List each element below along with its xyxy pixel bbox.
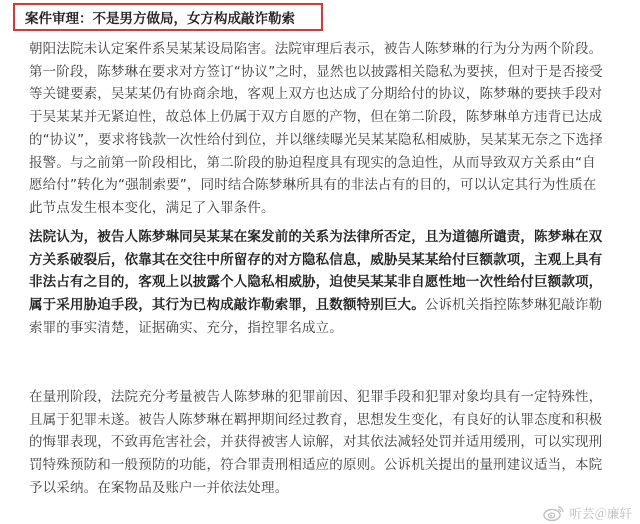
watermark-text: 听芸＠廉轩 [569,506,632,521]
paragraph-first [29,38,607,220]
paragraph-second-bold-text: 法院认为，被告人陈梦琳同吴某某在案发前的关系为法律所否定，且为道德所谴责，陈梦琳在双方关系破裂后，依靠其在交往中所留存的对方隐私信息，威胁吴某某给付巨额款项，主观上具有非法占有之目的，客观上以披露个人隐私相威胁，迫使吴某某非自愿性地一次性给付巨额款项，属于采用胁迫手段，其行为已构成敲诈勒索罪，且数额特别巨大。 [29,229,603,314]
paragraph-third [29,386,607,500]
paragraph-second [29,226,607,340]
heading-highlight-box [13,3,323,31]
paragraph-first-text: 朝阳法院未认定案件系吴某某设局陷害。法院审理后表示，被告人陈梦琳的行为分为两个阶段。第一阶段，陈梦琳在要求对方签订“协议”之时，显然也以披露相关隐私为要挟，但对于是否接受等关键要素，吴某某仍有协商余地，客观上双方也达成了分期给付的协议，陈梦琳的要挟手段对于吴某某并无紧迫性，故总体上仍属于双方自愿的产物，但在第二阶段，陈梦琳单方违背已达成的“协议”，要求将钱款一次性给付到位，并以继续曝光吴某某隐私相威胁，吴某某无奈之下选择报警。与之前第一阶段相比，第二阶段的胁迫程度具有现实的急迫性，从而导致双方关系由“自愿给付”转化为“强制索要”，同时结合陈梦琳所具有的非法占有的目的，可以认定其行为性质在此节点发生根本变化，满足了入罪条件。 [29,41,603,216]
section-heading: 案件审理：不是男方做局，女方构成敲诈勒索 [25,11,295,27]
paragraph-third-text: 在量刑阶段，法院充分考量被告人陈梦琳的犯罪前因、犯罪手段和犯罪对象均具有一定特殊性，且属于犯罪未遂。被告人陈梦琳在羁押期间经过教育，思想发生变化，有良好的认罪态度和积极的悔罪表现，不致再危害社会，并获得被害人谅解，对其依法减轻处罚并适用缓刑，可以实现刑罚特殊预防和一般预防的功能，符合罪责刑相适应的原则。公诉机关提出的量刑建议适当，本院予以采纳。在案物品及账户一并依法处理。 [29,389,603,496]
watermark [543,504,632,522]
weibo-icon [543,504,565,522]
paragraph-second-text: 公诉机关指控陈梦琳犯敲诈勒索罪的事实清楚，证据确实、充分，指控罪名成立。 [29,297,603,336]
